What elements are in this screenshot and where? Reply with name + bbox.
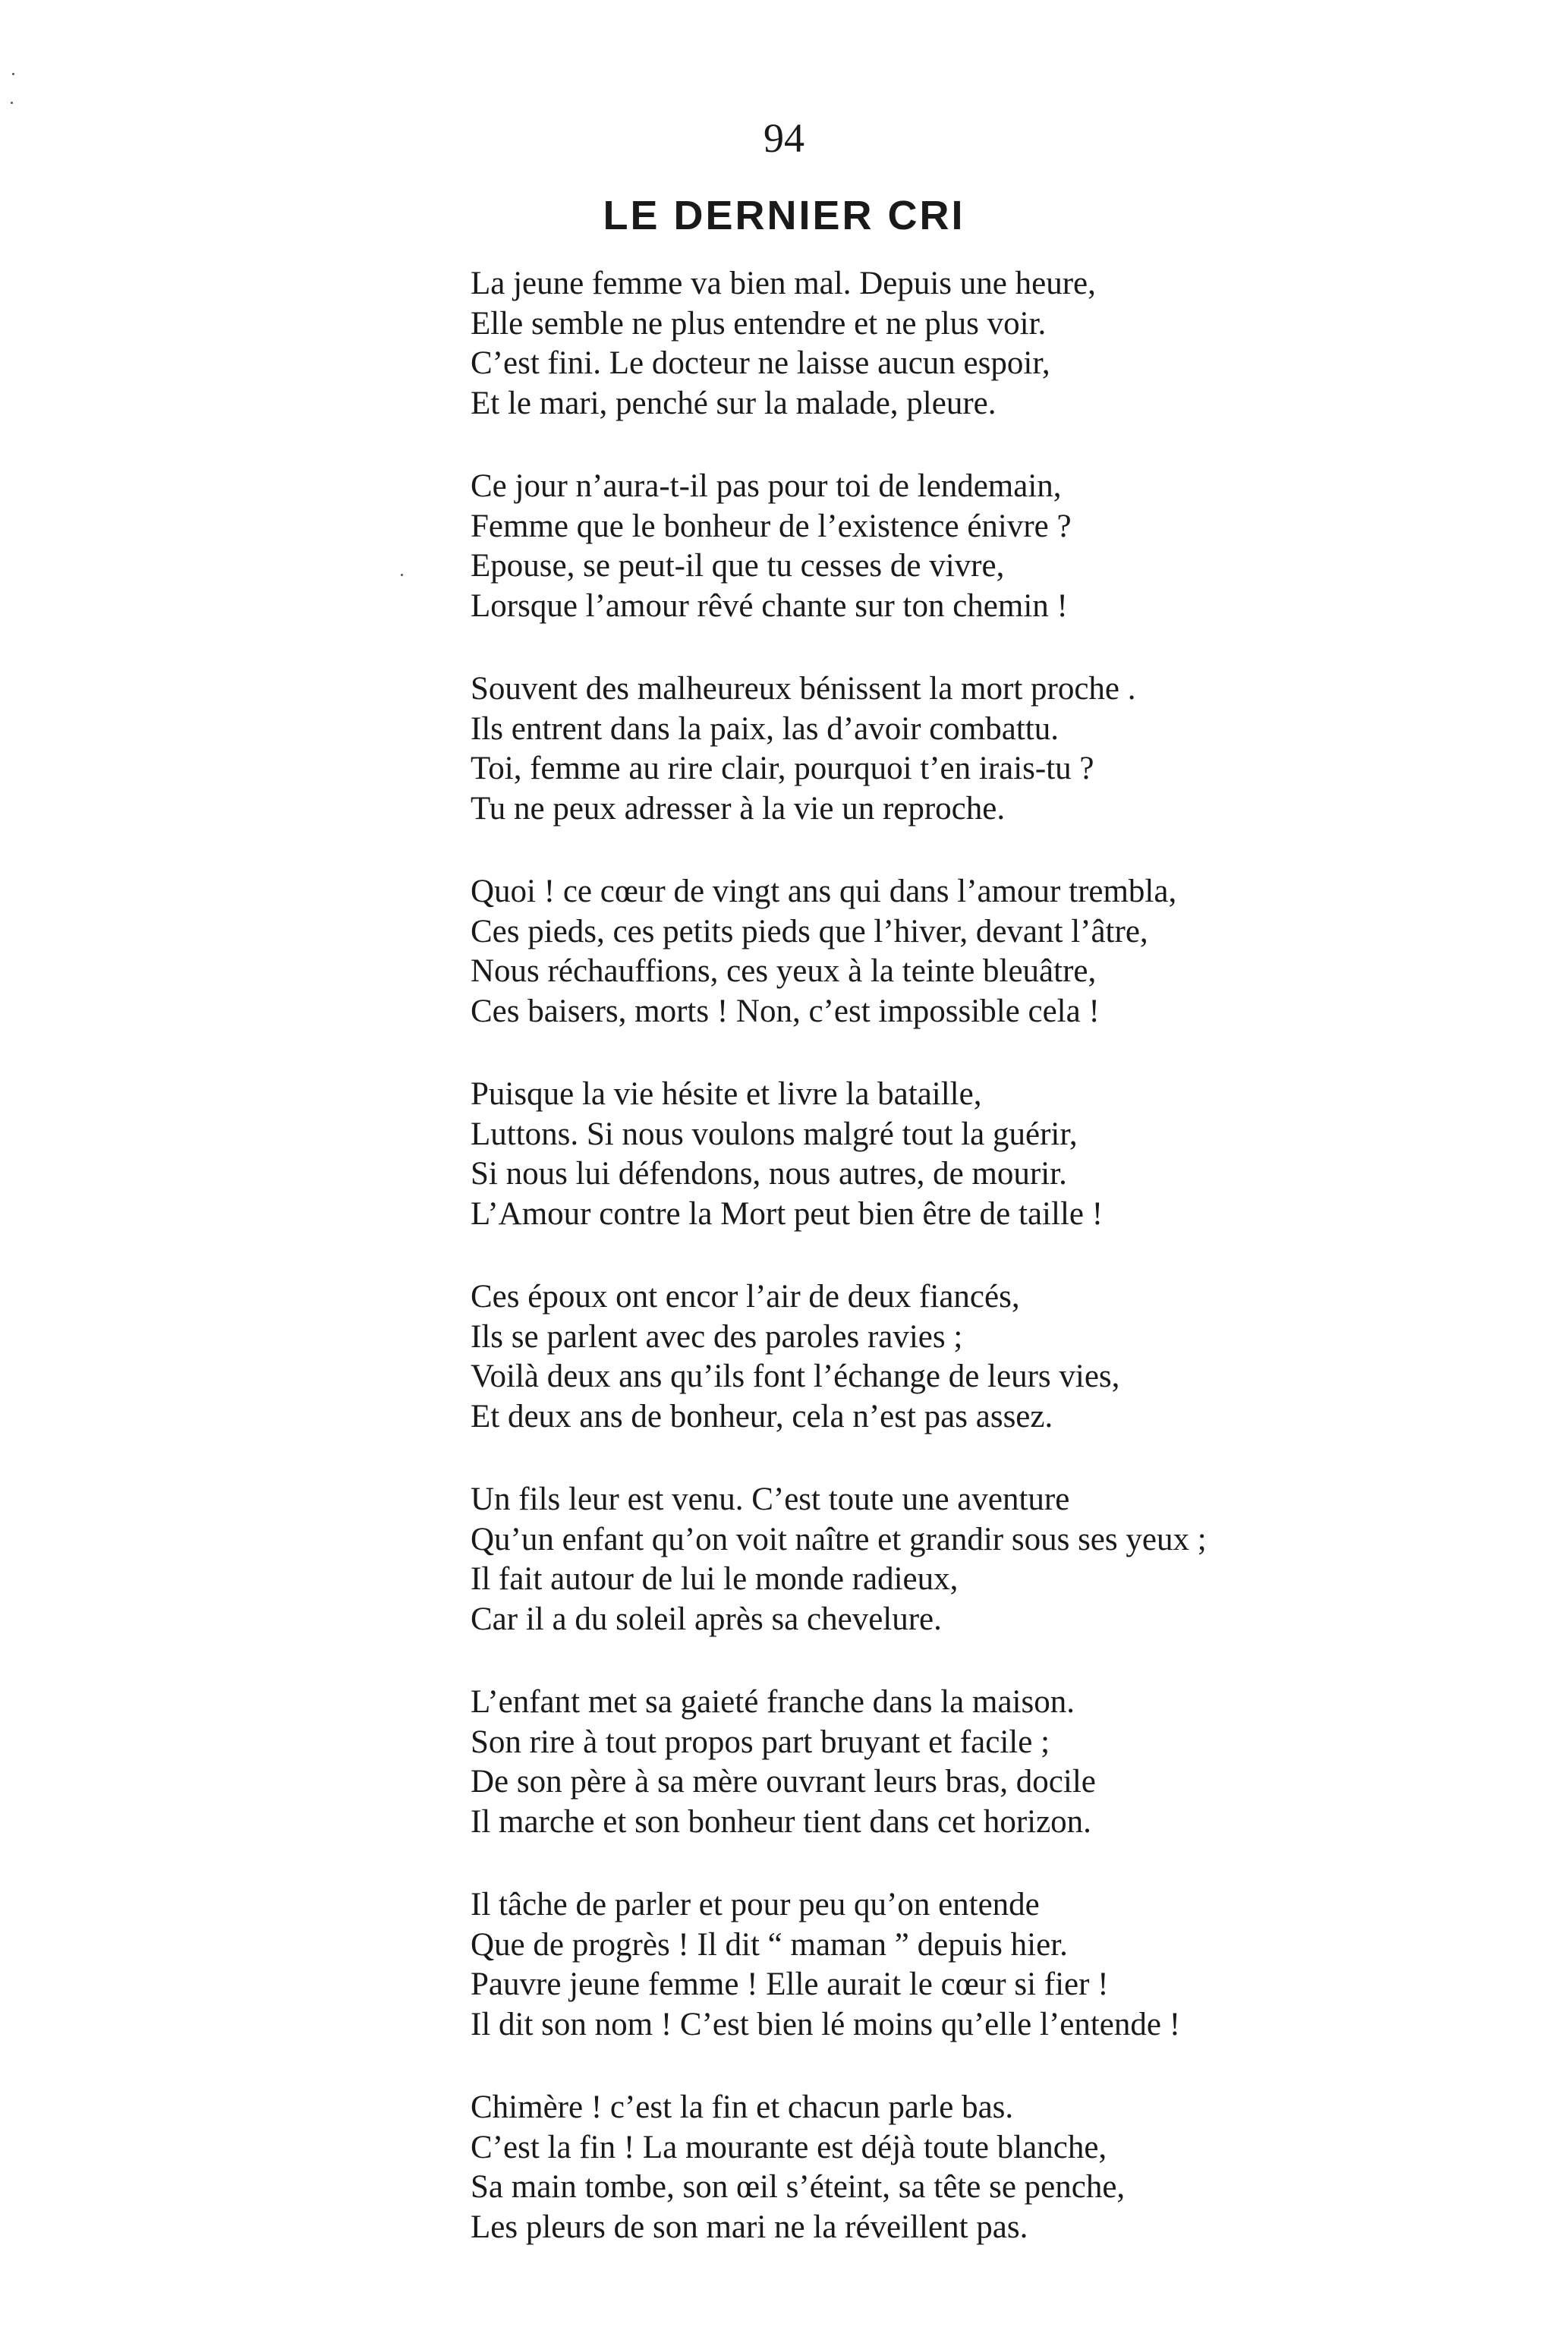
stanza bbox=[471, 1480, 1457, 1639]
verse-line: Epouse, se peut-il que tu cesses de vivre, bbox=[471, 548, 1005, 584]
verse-line: Il dit son nom ! C’est bien lé moins qu’elle l’entende ! bbox=[471, 2006, 1181, 2042]
page-number: 94 bbox=[764, 115, 804, 161]
verse-line: Ces pieds, ces petits pieds que l’hiver, devant l’âtre, bbox=[471, 913, 1148, 949]
verse-line: Ce jour n’aura-t-il pas pour toi de lendemain, bbox=[471, 468, 1062, 504]
stanza bbox=[471, 1277, 1457, 1437]
verse-line: Quoi ! ce cœur de vingt ans qui dans l’amour trembla, bbox=[471, 874, 1177, 909]
verse-line: Nous réchauffions, ces yeux à la teinte bleuâtre, bbox=[471, 953, 1097, 989]
verse-line: L’enfant met sa gaieté franche dans la maison. bbox=[471, 1684, 1075, 1720]
margin-speck bbox=[401, 574, 403, 576]
verse-line: C’est fini. Le docteur ne laisse aucun espoir, bbox=[471, 345, 1050, 381]
verse-line: Ils se parlent avec des paroles ravies ; bbox=[471, 1318, 963, 1355]
verse-line: Voilà deux ans qu’ils font l’échange de leurs vies, bbox=[471, 1359, 1120, 1394]
margin-speck bbox=[11, 102, 13, 104]
verse-line: Si nous lui défendons, nous autres, de mourir. bbox=[471, 1156, 1067, 1192]
verse-line: Les pleurs de son mari ne la réveillent pas. bbox=[471, 2209, 1028, 2245]
verse-line: Ces époux ont encor l’air de deux fiancés, bbox=[471, 1279, 1020, 1315]
verse-line: Pauvre jeune femme ! Elle aurait le cœur si fier ! bbox=[471, 1966, 1109, 2002]
verse-line: Que de progrès ! Il dit “ maman ” depuis hier. bbox=[471, 1926, 1068, 1963]
stanza bbox=[471, 1683, 1457, 1842]
verse-line: Souvent des malheureux bénissent la mort proche . bbox=[471, 671, 1136, 707]
verse-line: Elle semble ne plus entendre et ne plus voir. bbox=[471, 305, 1047, 342]
verse-line: Il marche et son bonheur tient dans cet horizon. bbox=[471, 1803, 1091, 1840]
stanza bbox=[471, 872, 1457, 1031]
verse-line: Son rire à tout propos part bruyant et facile ; bbox=[471, 1724, 1050, 1760]
poem-body bbox=[471, 264, 1457, 2291]
verse-line: Puisque la vie hésite et livre la bataille, bbox=[471, 1076, 982, 1112]
stanza bbox=[471, 2088, 1457, 2247]
verse-line: Un fils leur est venu. C’est toute une aventure bbox=[471, 1482, 1070, 1517]
stanza bbox=[471, 264, 1457, 424]
verse-line: Et le mari, penché sur la malade, pleure. bbox=[471, 385, 997, 421]
verse-line: Lorsque l’amour rêvé chante sur ton chemin ! bbox=[471, 587, 1068, 624]
verse-line: Ces baisers, morts ! Non, c’est impossible cela ! bbox=[471, 993, 1100, 1029]
verse-line: Et deux ans de bonheur, cela n’est pas assez. bbox=[471, 1398, 1053, 1434]
verse-line: L’Amour contre la Mort peut bien être de taille ! bbox=[471, 1195, 1104, 1232]
verse-line: Car il a du soleil après sa chevelure. bbox=[471, 1601, 942, 1637]
verse-line: Luttons. Si nous voulons malgré tout la guérir, bbox=[471, 1116, 1078, 1152]
verse-line: C’est la fin ! La mourante est déjà toute blanche, bbox=[471, 2129, 1107, 2165]
verse-line: Il tâche de parler et pour peu qu’on entende bbox=[471, 1887, 1040, 1922]
verse-line: Il fait autour de lui le monde radieux, bbox=[471, 1561, 959, 1597]
verse-line: De son père à sa mère ouvrant leurs bras, docile bbox=[471, 1764, 1096, 1800]
verse-line: Toi, femme au rire clair, pourquoi t’en irais-tu ? bbox=[471, 751, 1094, 786]
verse-line: Tu ne peux adresser à la vie un reproche. bbox=[471, 790, 1006, 827]
verse-line: Sa main tombe, son œil s’éteint, sa tête se penche, bbox=[471, 2169, 1126, 2205]
verse-line: Femme que le bonheur de l’existence énivre ? bbox=[471, 508, 1072, 544]
margin-speck bbox=[12, 73, 14, 75]
poem-title: LE DERNIER CRI bbox=[603, 193, 965, 238]
verse-line: Ils entrent dans la paix, las d’avoir combattu. bbox=[471, 710, 1059, 747]
verse-line: Qu’un enfant qu’on voit naître et grandir sous ses yeux ; bbox=[471, 1521, 1207, 1557]
stanza bbox=[471, 1075, 1457, 1234]
stanza bbox=[471, 467, 1457, 626]
verse-line: La jeune femme va bien mal. Depuis une heure, bbox=[471, 266, 1096, 301]
stanza bbox=[471, 1885, 1457, 2045]
stanza bbox=[471, 669, 1457, 829]
verse-line: Chimère ! c’est la fin et chacun parle bas. bbox=[471, 2089, 1014, 2125]
